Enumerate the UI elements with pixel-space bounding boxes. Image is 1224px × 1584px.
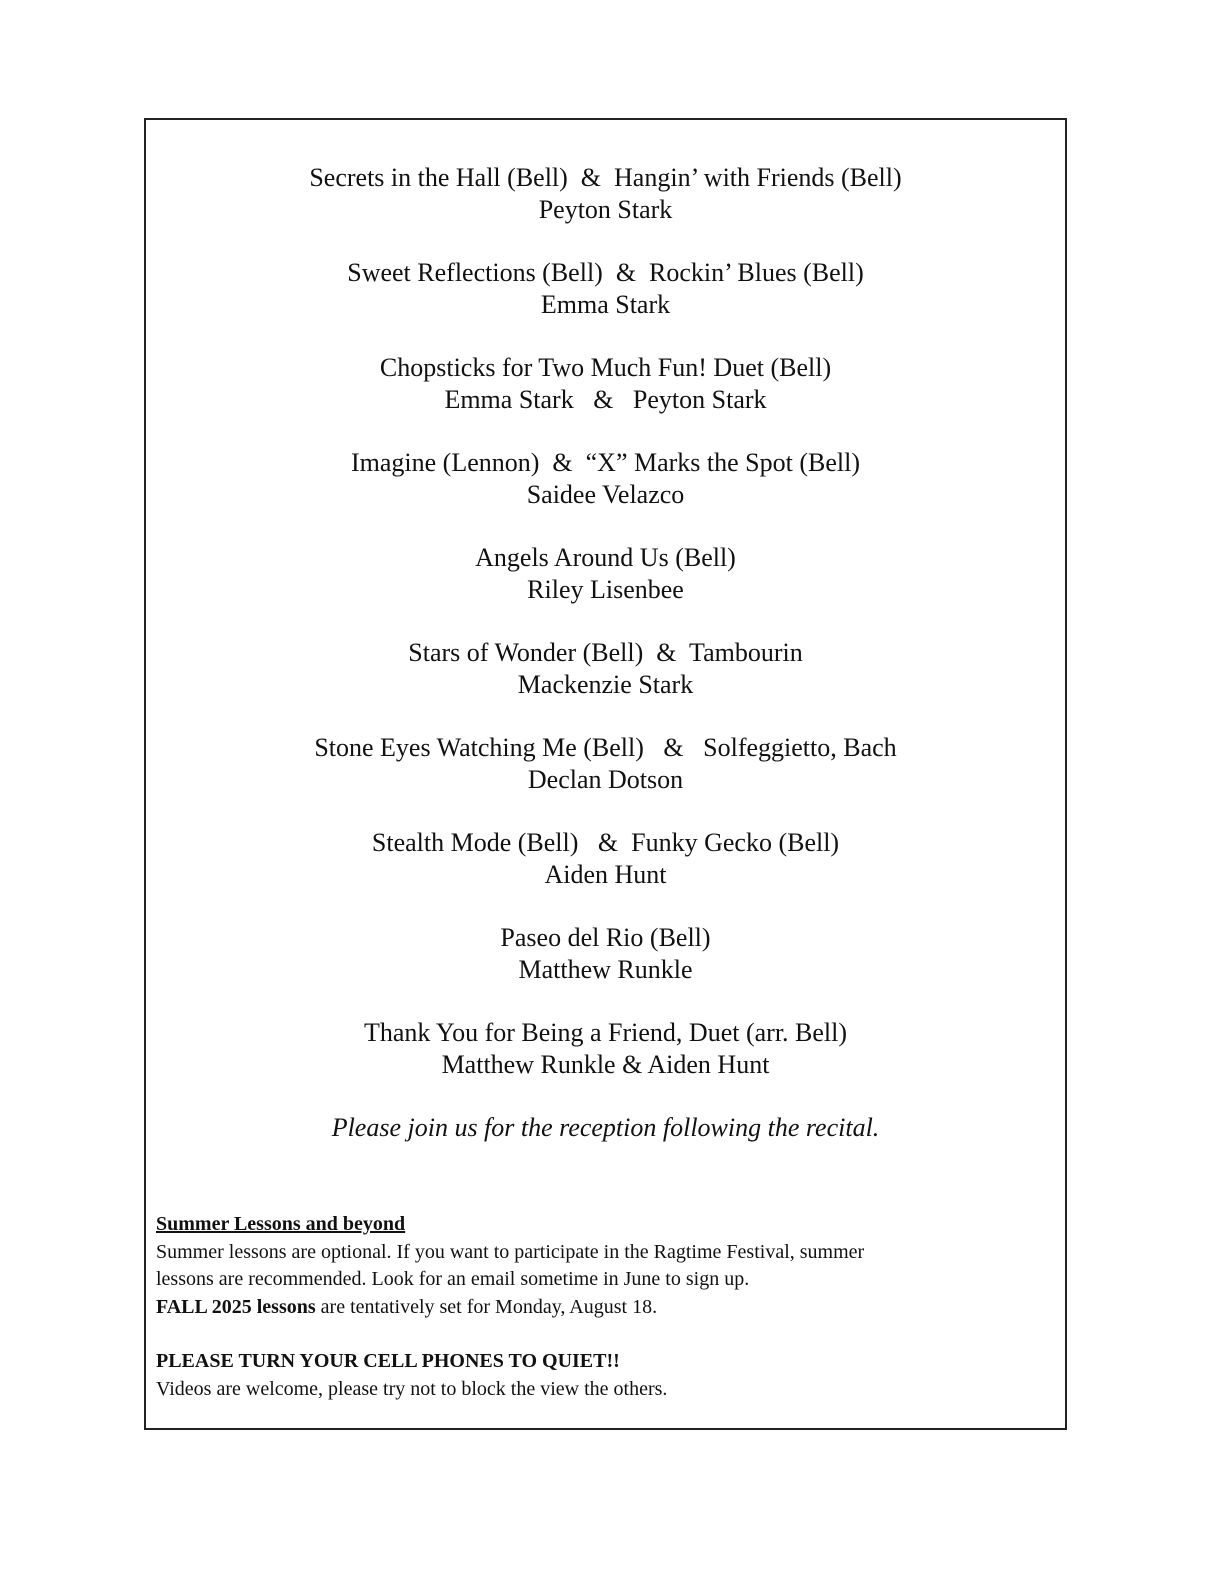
- program-item: [146, 732, 1065, 796]
- program-item: [146, 827, 1065, 891]
- spacer: [156, 1321, 1045, 1348]
- phones-heading: [156, 1348, 1045, 1376]
- summer-line-2: lessons are recommended. Look for an email sometime in June to sign up.: [156, 1268, 750, 1290]
- performer-name: Matthew Runkle & Aiden Hunt: [441, 1050, 770, 1079]
- performer-name: Peyton Stark: [538, 195, 673, 224]
- piece-title: Angels Around Us (Bell): [475, 543, 736, 572]
- summer-line-1: Summer lessons are optional. If you want to participate in the Ragtime Festival, summer: [156, 1240, 865, 1263]
- piece-title: Thank You for Being a Friend, Duet (arr. Bell): [363, 1018, 848, 1047]
- piece-title: Paseo del Rio (Bell): [500, 923, 711, 952]
- fall-lessons-line: [156, 1294, 1045, 1322]
- piece-title: Stars of Wonder (Bell) & Tambourin: [408, 638, 803, 667]
- program-item: [146, 637, 1065, 701]
- performer-name: Mackenzie Stark: [517, 670, 694, 699]
- piece-title: Stone Eyes Watching Me (Bell) & Solfeggietto, Bach: [314, 733, 897, 762]
- performer-name: Riley Lisenbee: [527, 575, 684, 604]
- performer-name: Aiden Hunt: [544, 860, 667, 889]
- performer-name: Declan Dotson: [527, 765, 684, 794]
- fall-lessons-label: FALL 2025 lessons: [156, 1295, 316, 1318]
- performer-name: Matthew Runkle: [518, 955, 693, 984]
- performer-name: Emma Stark: [540, 290, 671, 319]
- fall-lessons-text: are tentatively set for Monday, August 18.: [315, 1295, 658, 1318]
- performer-name: Saidee Velazco: [526, 480, 685, 509]
- piece-title: Stealth Mode (Bell) & Funky Gecko (Bell): [371, 828, 840, 857]
- piece-title: Imagine (Lennon) & “X” Marks the Spot (Bell): [350, 448, 861, 477]
- program-item: [146, 447, 1065, 511]
- piece-title: Secrets in the Hall (Bell) & Hangin’ with Friends (Bell): [309, 163, 902, 192]
- program-item: [146, 162, 1065, 226]
- program-item: [146, 257, 1065, 321]
- notes-section: [156, 1211, 1045, 1403]
- program-item: [146, 352, 1065, 416]
- performer-name: Emma Stark & Peyton Stark: [444, 385, 767, 414]
- summer-heading: Summer Lessons and beyond: [156, 1213, 406, 1235]
- phones-heading-text: PLEASE TURN YOUR CELL PHONES TO QUIET!!: [156, 1350, 620, 1372]
- phones-text: Videos are welcome, please try not to block the view the others.: [156, 1377, 668, 1400]
- reception-invitation: Please join us for the reception following the recital.: [331, 1113, 880, 1142]
- piece-title: Chopsticks for Two Much Fun! Duet (Bell): [379, 353, 832, 382]
- program-list: [146, 162, 1065, 1112]
- program-item: [146, 1017, 1065, 1081]
- piece-title: Sweet Reflections (Bell) & Rockin’ Blues (Bell): [347, 258, 864, 287]
- program-item: [146, 922, 1065, 986]
- program-frame: [144, 118, 1067, 1430]
- program-item: [146, 542, 1065, 606]
